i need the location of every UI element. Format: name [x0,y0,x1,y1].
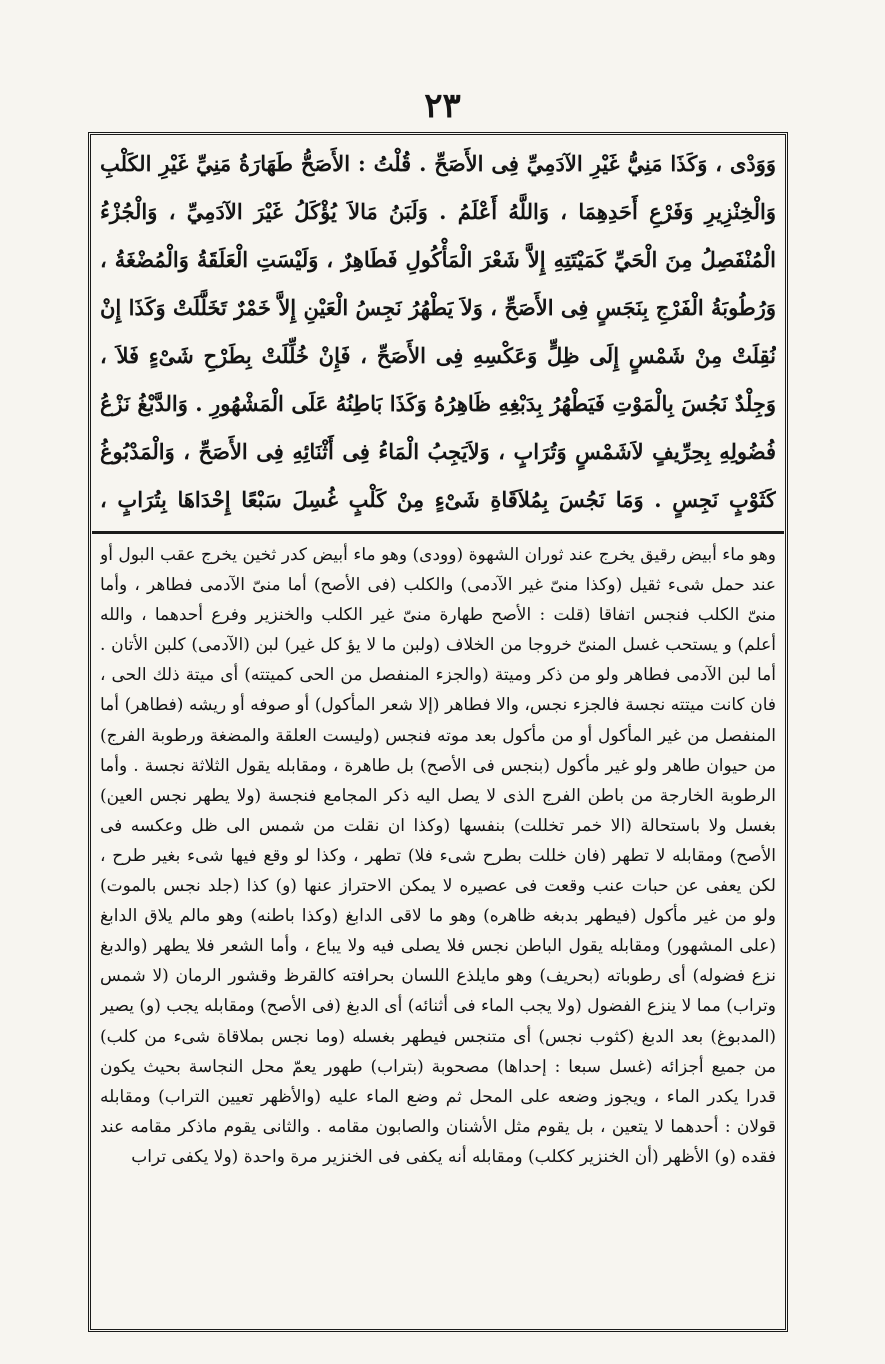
sharh-paragraph: وهو ماء أبيض رقيق يخرج عند ثوران الشهوة (وودى) وهو ماء أبيض كدر ثخين يخرج عقب البول أو عند حمل شىء ثقيل (وكذا منىّ غير الآدمى) والكلب (فى الأصح) أما منىّ الآدمى فطاهر ، وأما منىّ الكلب فنجس اتفاقا (قلت : الأصح طهارة منىّ غير الكلب والخنزير وفرع أحدهما ، والله أعلم) و يستحب غسل المنىّ خروجا من الخلاف (ولبن ما لا يؤ كل غير) لبن (الآدمى) كلبن الأتان . أما لبن الآدمى فطاهر ولو من ذكر وميتة (والجزء المنفصل من الحى كميتته) أى ميتة ذلك الحى ، فان كانت ميتته نجسة فالجزء نجس، والا فطاهر (إلا شعر المأكول) أو صوفه أو ريشه (فطاهر) أما المنفصل من غير المأكول أو من مأكول بعد موته فنجس (وليست العلقة والمضغة ورطوبة الفرج) من حيوان طاهر ولو غير مأكول (بنجس فى الأصح) بل طاهرة ، ومقابله يقول الثلاثة نجسة . وأما الرطوبة الخارجة من باطن الفرج الذى لا يصل اليه ذكر المجامع فنجسة (ولا يطهر نجس العين) بغسل ولا باستحالة (الا خمر تخللت) بنفسها (وكذا ان نقلت من شمس الى ظل وعكسه فى الأصح) ومقابله لا تطهر (فان خللت بطرح شىء فلا) تطهر ، وكذا لو وقع فيها شىء بغير طرح ، لكن يعفى عن حبات عنب وقعت فى عصيره لا يمكن الاحتراز عنها (و) كذا (جلد نجس بالموت) ولو من غير مأكول (فيطهر بدبغه ظاهره) وهو ما لاقى الدابغ (وكذا باطنه) وهو مالم يلاق الدابغ (على المشهور) ومقابله يقول الباطن نجس فلا يصلى فيه ولا يباع ، وأما الشعر فلا يطهر (والدبغ نزع فضوله) أى رطوباته (بحريف) وهو مايلذع اللسان بحرافته كالقرظ وقشور الرمان (لا شمس وتراب) مما لا ينزع الفضول (ولا يجب الماء فى أثنائه) أى الدبغ (فى الأصح) ومقابله يجب (و) يصير (المدبوغ) بعد الدبغ (كثوب نجس) أى متنجس فيطهر بغسله (وما نجس بملاقاة شىء من كلب) من جميع أجزائه (غسل سبعا : إحداها) مصحوبة (بتراب) طهور يعمّ محل النجاسة بحيث يكون قدرا يكدر الماء ، ويجوز وضعه على المحل ثم وضع الماء عليه (والأظهر تعيين التراب) ومقابله قولان : أحدهما لا يتعين ، بل يقوم مثل الأشنان والصابون مقامه . والثانى يقوم ماذكر مقامه عند فقده (و) الأظهر (أن الخنزير ككلب) ومقابله أنه يكفى فى الخنزير مرة واحدة (ولا يكفى تراب [100,545,776,1167]
section-divider [92,531,784,534]
matn-text-block [100,140,776,528]
page-number: ٢٣ [424,86,461,126]
sharh-commentary-block [100,540,776,1325]
matn-paragraph: وَوَدْى ، وَكَذَا مَنِيُّ غَيْرِ الآدَمِيِّ فِى الأَصَحِّ . قُلْتُ : الأَصَحُّ طَهَارَةُ مَنِيِّ غَيْرِ الكَلْبِ وَالْخِنْزِيرِ وَفَرْعِ أَحَدِهِمَا ، وَاللَّهُ أَعْلَمُ . وَلَبَنُ مَالاَ يُؤْكَلُ غَيْرَ الآدَمِيِّ ، وَالْجُزْءُ الْمُنْفَصِلُ مِنَ الْحَيِّ كَمَيْتَتِهِ إِلاَّ شَعْرَ الْمَأْكُولِ فَطَاهِرٌ ، وَلَيْسَتِ الْعَلَقَةُ وَالْمُضْغَةُ ، وَرُطُوبَةُ الْفَرْجِ بِنَجَسٍ فِى الأَصَحِّ ، وَلاَ يَطْهُرُ نَجِسُ الْعَيْنِ إِلاَّ خَمْرٌ تَخَلَّلَتْ وَكَذَا إِنْ نُقِلَتْ مِنْ شَمْسٍ إِلَى ظِلٍّ وَعَكْسِهِ فِى الأَصَحِّ ، فَإِنْ خُلِّلَتْ بِطَرْحِ شَىْءٍ فَلاَ ، وَجِلْدٌ نَجُسَ بِالْمَوْتِ فَيَطْهُرُ بِدَبْغِهِ ظَاهِرُهُ وَكَذَا بَاطِنُهُ عَلَى الْمَشْهُورِ . وَالدَّبْغُ نَزْعُ فُضُولِهِ بِحِرِّيفٍ لاَشَمْسٍ وَتُرَابٍ ، وَلاَيَجِبُ الْمَاءُ فِى أَثْنَائِهِ فِى الأَصَحِّ ، وَالْمَدْبُوغُ كَثَوْبٍ نَجِسٍ . وَمَا نَجُسَ بِمُلاَقَاةِ شَىْءٍ مِنْ كَلْبٍ غُسِلَ سَبْعًا إِحْدَاهَا بِتُرَابٍ ، [100,151,776,512]
